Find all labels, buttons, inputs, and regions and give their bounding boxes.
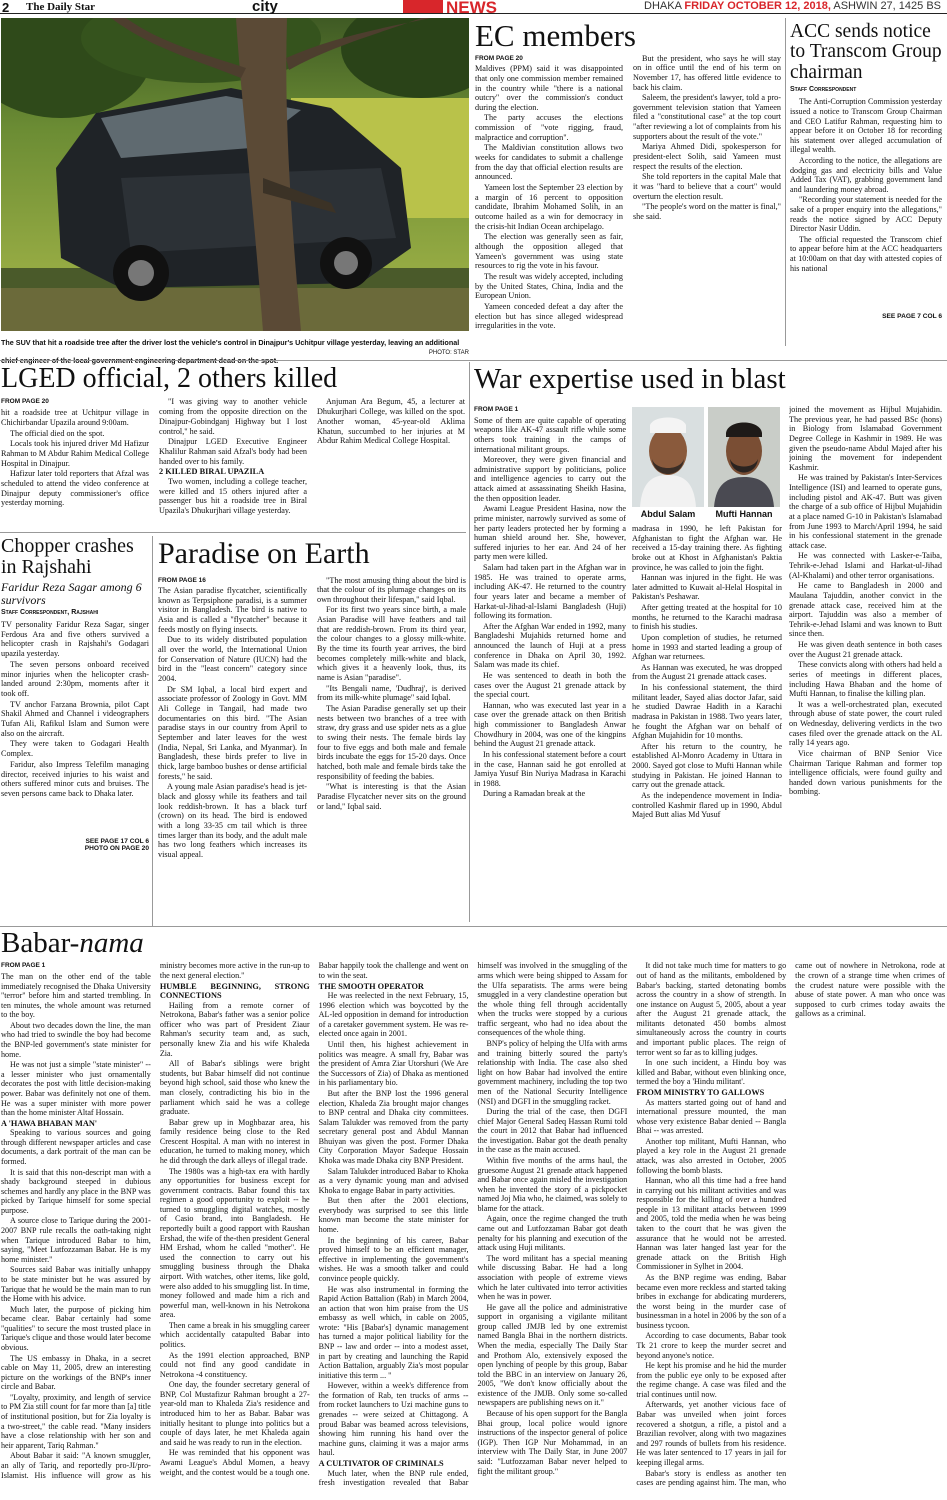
lged-jump-from: FROM PAGE 20 bbox=[1, 398, 49, 406]
chopper-paragraph: They were taken to Godagari Health Complex. bbox=[1, 739, 149, 759]
section-divider bbox=[0, 532, 466, 533]
babar-paragraph: Again, once the regime changed the truth came out and Lutfozzaman Babar got death penalty for his planning and execution of the attack using Huji militants. bbox=[477, 1214, 628, 1253]
portrait-abdul-salam bbox=[632, 407, 704, 507]
war-paragraph: During a Ramadan break at the bbox=[483, 789, 586, 799]
ec-story bbox=[475, 20, 781, 344]
babar-paragraph: But then after the 2001 elections, everybody was surprised to see this little known man become the state minister for home. bbox=[318, 1196, 469, 1235]
babar-paragraph: Speaking to various sources and going through different newspaper articles and case documents, a dark portrait of the man can be formed. bbox=[1, 1128, 151, 1166]
babar-paragraph: He was also instrumental in forming the Rapid Action Battalion (Rab) in March 2004, an action that won him praise from the US embassy as well which, in cable on 2005, wrote: "His [Babar's] dynamic management has turned a major political liability for the BNP -- law and order -- into a modest asset, in part by creating and launching the Rapid Action Battalion, arguably Zia's most popular initiative this term ... " bbox=[318, 1284, 469, 1380]
babar-paragraph: Because of his open support for the Bangla Bhai group, local police would ignore instructions of the inspector general of police (IGP). Then IGP Nur Mohammad, in an interview with The Daily Star, in June 2007 said: "Lutfozzaman Babar never helped to fight the militant group." bbox=[477, 1409, 628, 1476]
ec-paragraph: The election was generally seen as fair, although the opposition alleged that Yameen's government was using state resources to rig the vote in his favour. bbox=[475, 232, 623, 271]
paradise-paragraph: For its first two years since birth, a male Asian Paradise will have feathers and tail that are reddish-brown. From its third year, the colour changes to a glossy milk-white. By the time its fourth year arrives, the bird becomes completely milk-white and black, which gives it a heavenly look, thus, its name is Asian "paradise". bbox=[317, 605, 466, 683]
war-paragraph: After his return to the country, he established Al-Monro Academy in Uttara in 2000. Sayed got close to Mufti Hannan while studying in Pakistan. He joined Hannan to carry out the grenade attack. bbox=[632, 741, 782, 790]
portrait-icon bbox=[632, 407, 704, 507]
babar-subhead: THE SMOOTH OPERATOR bbox=[318, 981, 424, 991]
acc-paragraph: According to the notice, the allegations are dodging gas and electricity bills and Value Added Tax (VAT), grabbing government land and laundering money abroad. bbox=[790, 155, 942, 194]
paradise-jump-from: FROM PAGE 16 bbox=[158, 576, 206, 584]
war-paragraph: After the Afghan War ended in 1992, many Bangladeshi Mujahids returned home and announced the launch of Huji at a press conference in Dhaka on April 30, 1992. Salam was made its chief. bbox=[474, 621, 626, 670]
babar-paragraph: The man on the other end of the table immediately recognised the Dhaka University "terror" before him and started trembling. In ten minutes, the whole amount was returned to the boy. bbox=[1, 972, 151, 1020]
babar-paragraph: According to case documents, Babar took Tk 21 crore to keep the murder secret and beyond anyone's notice. bbox=[636, 1331, 787, 1360]
acc-paragraph: The official requested the Transcom chief to appear before him at the ACC headquarters at 10:00am on that day with attested copies of his national bbox=[790, 234, 942, 273]
babar-paragraph: Much later, the purpose of picking him became clear. Babar certainly had some "qualities" to secure the most trusted place in Tarique's clique and those would later become obvious. bbox=[1, 1304, 151, 1352]
lged-paragraph: Locals took his injured driver Md Hafizur Rahman to M Abdur Rahim Medical College Hospital in Dinajpur. bbox=[1, 439, 149, 468]
war-paragraph: Awami League President Hasina, now the prime minister, narrowly survived as some of her party leaders protected her by forming a human shield around her. She, however, suffered injuries to her ear. And 24 of her party men were killed. bbox=[474, 504, 626, 562]
lged-paragraph: Anjuman Ara Begum, 45, a lecturer at Dhukurjhari College, was killed on the spot. Another woman, 45-year-old Aklima Khatun, succumbed to her injuries at M Abdur Rahim Medical College Hospital. bbox=[317, 397, 465, 446]
acc-body bbox=[790, 97, 942, 313]
war-paragraph: Hannan, who was executed last year in a case over the grenade attack on then British high commissioner to Bangladesh Anwar Chowdhury in 2004, was one of the kingpins behind the August 21 grenade attack. bbox=[474, 700, 626, 749]
chopper-paragraph: TV personality Faridur Reza Sagar, singer Ferdous Ara and five others survived a helicopter crash in Rajshahi's Godagari upazila yesterday. bbox=[1, 620, 149, 659]
ec-paragraph: Yameen lost the September 23 election by a margin of 16 percent to opposition candidate, Ibrahim Mohamed Solih, in an outcome hailed as a win for democracy in the crisis-hit Indian Ocean archipelago. bbox=[475, 183, 623, 231]
babar-paragraph: It is said that this non-descript man with a shady background steeped in dubious schemes and hardly any place in the BNP was picked by Tarique himself for some special purpose. bbox=[1, 1167, 151, 1215]
war-paragraph: He came to Bangladesh in 2000 and Maulana Tajuddin, another convict in the grenade attack case, received him at the airport. Tajuddin was also a member of Tehrik-e-Jehad Islami and was known to Butt since then. bbox=[789, 581, 942, 639]
lged-story bbox=[1, 364, 465, 519]
paradise-paragraph: Dr SM Iqbal, a local bird expert and associate professor of Zoology in Govt. MM Ali College in Tangail, had made two documentaries on this bird. "The Asian paradise stays in our country from April to September and later leaves for the west (India, Nepal, Sri Lanka, and Myanmar). In Bangladesh, these birds prefer to live in thick, large bamboo bushes or dense artificial forests," he said. bbox=[158, 684, 307, 781]
column-divider bbox=[469, 362, 470, 922]
paradise-body bbox=[158, 576, 466, 878]
babar-paragraph: As the BNP regime was ending, Babar became even more reckless and started taking bribes in exchange for abdicating murderers, the worst being in the murder case of businessman in a hotel in 2006 by the son of a business tycoon. bbox=[636, 1272, 787, 1330]
ec-body bbox=[475, 54, 781, 344]
war-paragraph: He was trained by Pakistan's Inter-Services Intelligence (ISI) and learned to operate guns, including pistol and AK-47. Butt was given the charge of a sub office of Hijbul Mujahidin at a place named G-10 in Pakistan's Islamabad from June 1993 to March/April 1994, he said in his confessional statement in the grenade attack case. bbox=[789, 473, 942, 550]
war-paragraph: joined the movement as Hijbul Mujahidin. The previous year, he had passed BSc (hons) in Biology from Islamabad Government Degree College in Kashmir in 1989. He was given the pseudo-name Abdul Majed after his joining the movement for independent Kashmir. bbox=[789, 405, 942, 472]
chopper-kicker: Faridur Reza Sagar among 6 survivors bbox=[1, 580, 142, 607]
paper-logo: The Daily Star bbox=[26, 1, 96, 13]
lged-subhead: 2 KILLED BIRAL UPAZILA bbox=[159, 467, 265, 477]
paradise-headline: Paradise on Earth bbox=[158, 537, 370, 570]
caption-abdul-salam: Abdul Salam bbox=[640, 509, 696, 519]
war-paragraph: madrasa in 1990, he left Pakistan for Afghanistan to fight the Afghan war. He received a 15-day training there. As fighting broke out at Khost in Afghanistan's Paktia province, he was called to join the fight. bbox=[632, 524, 782, 572]
war-headline: War expertise used in blast bbox=[474, 363, 786, 395]
section-accent-block bbox=[403, 0, 443, 13]
chopper-paragraph: The seven persons onboard received minor injuries when the helicopter crash-landed around 2:30pm, moments after it took off. bbox=[1, 659, 149, 698]
acc-headline: ACC sends notice to Transcom Group chairman bbox=[790, 21, 942, 83]
column-divider bbox=[152, 536, 153, 926]
paradise-paragraph: Due to its widely distributed population all over the world, the International Union for Conservation of Nature (IUCN) had the bird in the "least concern" category since 2004. bbox=[158, 635, 307, 684]
babar-paragraph: Until then, his highest achievement in politics was meagre. A small fry, Babar was the president of Amra Ziar Utorshuri (We Are the Successors of Zia) of Dhaka as mentioned in his parliamentary bio. bbox=[318, 1040, 469, 1088]
war-col-1 bbox=[474, 405, 626, 920]
paradise-paragraph: A young male Asian paradise's head is jet-black and glossy while its feathers and tail look reddish-brown. It has a black turf (crown) on its head. The bird is endowed with a long 33-35 cm tail which is three times larger than its body, and the adult male has two long feathers which increases its visual appeal. bbox=[158, 782, 307, 859]
babar-paragraph: As matters started going out of hand and international pressure mounted, the man whose very existence Babar denied -- Bangla Bhai -- was arrested. bbox=[636, 1097, 787, 1136]
war-paragraph: As the independence movement in India-controlled Kashmir flared up in 1990, Abdul Majed Butt alias Md Yusuf bbox=[632, 790, 782, 820]
lged-headline: LGED official, 2 others killed bbox=[1, 363, 338, 394]
war-jump-from: FROM PAGE 1 bbox=[474, 406, 519, 413]
chopper-photo-ref: PHOTO ON PAGE 20 bbox=[84, 845, 149, 852]
acc-byline: Staff Correspondent bbox=[790, 86, 857, 94]
ec-paragraph: "The people's word on the matter is final," she said. bbox=[633, 202, 781, 222]
ec-paragraph: Yameen conceded defeat a day after the election but has since alleged widespread irregularities in the vote. bbox=[475, 301, 623, 331]
babar-paragraph: Sources said Babar was initially unhappy to be state minister but he was assured by Tarique that he would be the main man to run the Home with his advice. bbox=[1, 1265, 151, 1304]
babar-paragraph: In one such incident, a Hindu boy was killed and Babar, without even blinking once, termed the boy a 'Hindu militant'. bbox=[636, 1058, 787, 1087]
babar-paragraph: Then came a break in his smuggling career which accidentally catapulted Babar into politics. bbox=[159, 1320, 310, 1349]
acc-paragraph: "Recording your statement is needed for the sake of a proper enquiry into the allegations," reads the notice signed by ACC Deputy Director Nasir Uddin. bbox=[790, 195, 942, 234]
babar-paragraph: One day, the founder secretary general of BNP, Col Mustafizur Rahman brought a 27-year-old man to Khaleda Zia's residence and introduced him to her as Babar. Babar was initially hesitant to plunge into politics but a couple of days later, he met Khaleda again and said he was ready to run in the election. bbox=[159, 1380, 310, 1447]
babar-subhead: FROM MINISTRY TO GALLOWS bbox=[636, 1087, 765, 1097]
ec-paragraph: Saleem, the president's lawyer, told a pro-government television station that Yameen filed a "constitutional case" at the top court "after reviewing a lot of complaints from his supporters about the result of the vote." bbox=[633, 93, 781, 141]
babar-paragraph: Within five months of the arms haul, the gruesome August 21 grenade attack happened and Babar once again misled the investigation when he invented the story of a pickpocket named Joj Mia who, he claimed, was solely to blame for the attack. bbox=[477, 1156, 628, 1213]
paradise-paragraph: "The most amusing thing about the bird is that the colour of its plumage changes on its own throughout their lifespan," said Iqbal. bbox=[317, 575, 466, 604]
babar-paragraph: As the 1991 election approached, BNP could not find any good candidate in Netrokona -4 constituency. bbox=[159, 1350, 310, 1379]
lged-paragraph: "I was giving way to another vehicle coming from the opposite direction on the Dinajpur-Gobindganj Highway but I lost control," he said. bbox=[159, 397, 307, 436]
caption-mufti-hannan: Mufti Hannan bbox=[715, 509, 773, 519]
chopper-body bbox=[1, 620, 149, 838]
masthead bbox=[0, 0, 947, 17]
babar-paragraph: Afterwards, yet another vicious face of Babar was unveiled when joint forces recovered a shotgun, a rifle, a pistol and a Brazilian revolver, along with two magazines and 297 rounds of bullets from his residence. He was later sentenced to 17 years in jail for keeping illegal arms. bbox=[636, 1400, 787, 1467]
babar-paragraph: Hannan, who all this time had a free hand in carrying out his militant activities and was responsible for the killing of over a hundred people in 13 militant attacks between 1999 and 2005, told the media when he was being taken to the court that he was given the assurance that he would not be arrested. Hannan was later hanged last year for the grenade attack on the British High Commissioner in Sylhet in 2004. bbox=[636, 1176, 787, 1272]
babar-paragraph: Hailing from a remote corner of Netrokona, Babar's father was a senior police officer who was part of President Ziaur Rahman's security team and, as such, personally knew Zia and his wife Khaleda Zia. bbox=[159, 1000, 310, 1058]
page-number: 2 bbox=[2, 0, 10, 15]
war-paragraph: As Hannan was executed, he was dropped from the August 21 grenade attack cases. bbox=[632, 662, 782, 682]
babar-headline: Babar-nama bbox=[1, 927, 144, 959]
lged-paragraph: Hafizur later told reporters that Afzal was scheduled to attend the video conference at Dinajpur deputy commissioner's office yesterday morning. bbox=[1, 469, 149, 508]
war-paragraph: He was sentenced to death in both the cases over the August 21 grenade attack by the special court. bbox=[474, 670, 626, 700]
chopper-jump: SEE PAGE 17 COL 6 bbox=[85, 838, 149, 845]
photo-credit: PHOTO: STAR bbox=[428, 350, 469, 356]
babar-paragraph: Another top militant, Mufti Hannan, who played a key role in the August 21 grenade attack, was also arrested in October, 2005 following the bomb blasts. bbox=[636, 1136, 787, 1175]
section-name: city bbox=[252, 0, 278, 15]
chopper-paragraph: Faridur, also Impress Telefilm managing director, received injuries to his waist and others suffered minor cuts and bruises. The seven persons came back to Dhaka later. bbox=[1, 759, 149, 798]
babar-paragraph: About Babar it said: "A known smuggler, an ally of Tariq, and reportedly pro-JI/pro-Islamist. His influence will grow as his ministry becomes more active in the run-up to the next general election." bbox=[1, 961, 310, 1480]
war-paragraph: Salam had taken part in the Afghan war in 1985. He was trained to operate arms, including AK-47. He returned to the country four years later and became a member of Harkat-ul-Jihad-al-Islami Bangladesh (Huji) following its formation. bbox=[474, 563, 626, 621]
war-paragraph: In his confessional statement, the third militant leader, Sayed alias doctor Jafar, said he studied Dawrae Hadith in a Karachi madrasa in Pakistan in 1988. Two years later, he fought the Afghan war on behalf of Afghan Mujahidin for 10 months. bbox=[632, 683, 782, 741]
babar-paragraph: However, within a week's difference from the formation of Rab, ten trucks of arms -- from rocket launchers to Uzi machine guns to grenades -- were seized at Chittagong. A proud Babar was beamed across televisions, showing him running his hand over the machine guns, claiming it was a major arms haul. bbox=[318, 1381, 469, 1458]
paradise-paragraph: "What is interesting is that the Asian Paradise Flycatcher never sits on the ground or land," Iqbal said. bbox=[317, 782, 466, 811]
column-divider bbox=[785, 18, 786, 346]
section-label: NEWS bbox=[446, 0, 497, 17]
babar-paragraph: He kept his promise and he hid the murder from the public eye only to be exposed after the regime change. A case was filed and the trial continues until now. bbox=[636, 1361, 787, 1399]
ec-paragraph: She told reporters in the capital Male that it was "hard to believe that a court" would overturn the election result. bbox=[633, 172, 781, 201]
chopper-story bbox=[1, 536, 149, 852]
babar-paragraph: Much later, when the BNP rule ended, fresh investigation revealed that Babar himself was involved in the smuggling of the arms which were being shipped to Assam for the Ulfa separatists. The arms were being smuggled in a very clandestine operation but the whole thing fell through accidentally when the trucks were stopped by a curious traffic sergeant, who had no idea about the consequences of the whole thing. bbox=[318, 961, 628, 1488]
ec-jump-from: FROM PAGE 20 bbox=[475, 54, 523, 62]
paradise-paragraph: The Asian paradise flycatcher, scientifically known as Terpsiphone paradisi, is a summer visitor in Bangladesh. The bird is native to Asia and is called a "flycatcher" because it feeds mostly on flying insects. bbox=[158, 586, 307, 634]
ec-paragraph: Mariya Ahmed Didi, spokesperson for president-elect Solih, said Yameen must respect the results of the election. bbox=[633, 142, 781, 171]
babar-paragraph: It did not take much time for matters to go out of hand as the militants, emboldened by Babar's backing, started detonating bombs across the country in a show of strength. In one instance on August 5, 2005, about a year after the August 21 grenade attack, the militants detonated 450 bombs almost simultaneously across the country in courts and important public places. The reign of terror went so far as to killing judges. bbox=[636, 961, 787, 1057]
lged-paragraph: Two women, including a college teacher, were killed and 15 others injured after a passenger bus hit a roadside tree in Biral Upazila's Dhukurjhari village yesterday. bbox=[159, 477, 307, 516]
babar-paragraph: He was reelected in the next February, 15, 1996 election which was boycotted by the AL-led opposition in demand for introduction of a caretaker government system. He was re-elected once again in 2001. bbox=[318, 991, 469, 1039]
babar-paragraph: But after the BNP lost the 1996 general election, Khaleda Zia brought major changes to BNP central and Dhaka city committees. Salam Talukder was removed from the party secretary general post and Abdul Mannan Bhuiyan was given the post. Former Dhaka City Corporation Mayor Sadeque Hossain Khoka was made Dhaka city BNP President. bbox=[318, 1088, 469, 1165]
war-paragraph: These convicts along with others had held a series of meetings in different places, including Hawa Bhaban and the home of Mufti Hannan, to finalise the killing plan. bbox=[789, 660, 942, 699]
war-col-3 bbox=[789, 405, 942, 922]
war-paragraph: After getting treated at the hospital for 10 months, he returned to the Karachi madrasa to finish his studies. bbox=[632, 603, 782, 632]
chopper-paragraph: TV anchor Farzana Brownia, pilot Capt Shakil Ahmed and Channel i videographers Tufan Ali, Rafikul Islam and Sumon were also on the aircraft. bbox=[1, 699, 149, 738]
war-paragraph: In his confessional statement before a court in the case, Hannan said he got enrolled at Jamiya Yusuf Bin Nuriya Madrasa in Karachi in 1988. bbox=[474, 749, 626, 788]
portrait-mufti-hannan bbox=[708, 407, 780, 507]
babar-paragraph: He was not just a simple "state minister" -- a lesser minister who just ornamentally decorates the post with little decision-making power. Babar was definitely not one of them. He was a super minister with more power than the home minister Altaf Hossain. bbox=[1, 1060, 151, 1118]
war-paragraph: He was given death sentence in both cases over the August 21 grenade attack. bbox=[789, 640, 942, 659]
ec-headline: EC members bbox=[475, 18, 636, 53]
lged-paragraph: The official died on the spot. bbox=[10, 428, 105, 438]
babar-paragraph: He was reminded that his opponent was Awami League's Abdul Momen, a heavy weight, and the contest would be a tough one. Babar happily took the challenge and went on to win the seat. bbox=[159, 961, 469, 1477]
ec-paragraph: The Maldivian constitution allows two weeks for candidates to submit a challenge from the day that official election results are announced. bbox=[475, 143, 623, 182]
babar-body bbox=[1, 961, 945, 1491]
chopper-headline: Chopper crashes in Rajshahi bbox=[1, 535, 134, 578]
war-story bbox=[474, 364, 944, 394]
babar-paragraph: All of Babar's siblings were bright students, but Babar himself did not continue beyond high school, said those who knew the man closely, contradicting his bio in the parliament which said he was a college graduate. bbox=[159, 1059, 310, 1117]
babar-paragraph: In the beginning of his career, Babar proved himself to be an efficient manager, effective in implementing the government's wishes. He was a smooth talker and could convince people quickly. bbox=[318, 1235, 469, 1283]
paradise-paragraph: The Asian Paradise generally set up their nests between two branches of a tree with straw, dry grass and use spider nets as a glue to swing their nests. The female birds lay four to five eggs and both male and female birds incubate the eggs for 15-20 days. Once hatched, both male and female birds take the responsibility of feeding the babies. bbox=[317, 704, 466, 781]
ec-paragraph: The party accuses the elections commission of "vote rigging, fraud, malpractice and corruption". bbox=[475, 113, 623, 142]
lged-paragraph: Dinajpur LGED Executive Engineer Khalilur Rahman said Afzal's body had been handed over to his family. bbox=[159, 437, 307, 466]
babar-subhead: HUMBLE BEGINNING, STRONG CONNECTIONS bbox=[159, 981, 310, 1001]
war-paragraph: Some of them are quite capable of operating weapons like AK-47 assault rifle while some others took training in the camps of international militant groups. bbox=[474, 415, 626, 454]
lead-photo bbox=[1, 18, 469, 331]
babar-paragraph: "Loyalty, proximity, and length of service to PM Zia still count for far more than [a] title of institutional position, but for Zia loyalty is a two-street," the cable read. "Many insiders have a close relationship with her son and heir apparent, Tariq Rahman." bbox=[1, 1392, 151, 1450]
babar-paragraph: Salam Talukder introduced Babar to Khoka as a very dynamic young man and advised Khoka to engage Babar in party activities. bbox=[318, 1166, 469, 1195]
babar-story bbox=[1, 928, 945, 1491]
section-divider bbox=[0, 360, 947, 361]
portrait-icon bbox=[708, 407, 780, 507]
babar-subhead: A 'HAWA BHABAN MAN' bbox=[1, 1118, 98, 1128]
babar-paragraph: BNP's policy of helping the Ulfa with arms and training bitterly soured the party's relationship with India. The case also shed light on how Babar had involved the entire government machinery, including the top two men of the National Security Intelligence (NSI) and DGFI in the smuggling racket. bbox=[477, 1039, 628, 1106]
babar-jump-from: FROM PAGE 1 bbox=[1, 962, 46, 970]
paradise-story bbox=[158, 538, 466, 878]
babar-paragraph: Babar grew up in Moghbazar area, his family residence being close to the Red Crescent Hospital. A man with no interest in education, he turned to making money, which he did through the dark alleys of illegal trade. bbox=[159, 1117, 310, 1165]
lged-body bbox=[1, 397, 465, 519]
babar-paragraph: He gave all the police and administrative support in organising a vigilante militant group called JMJB led by one extremist named Bangla Bhai in the northern districts. When the media, especially The Daily Star and Prothom Alo, extensively exposed the open lynching of people by this group, Babar told the BBC in an interview on January 26, 2005, "We don't know officially about the existence of the JMJB. Only some so-called newspapers are publishing news on it." bbox=[477, 1302, 628, 1408]
paradise-paragraph: "Its Bengali name, 'Dudhraj', is derived from its milk-white plumage" said Iqbal. bbox=[317, 683, 466, 703]
issue-date: DHAKA FRIDAY OCTOBER 12, 2018, ASHWIN 27, 1425 BS bbox=[644, 0, 941, 12]
babar-paragraph: About two decades down the line, the man who had tried to swindle the boy had become the BNP-led government's state minister for home. bbox=[1, 1020, 151, 1059]
war-paragraph: It was a well-orchestrated plan, executed through abuse of state power, the court ruled on Wednesday, delivering verdicts in the two cases filed over the grenade attack on the AL rally 14 years ago. bbox=[789, 699, 942, 748]
babar-paragraph: Babar's story is endless as another ten cases are pending against him. The man, who came out of nowhere in Netrokona, rode at the crown of a strange time when crimes of the crudest nature were possible with the abuse of state power. A man who once was supposed to curb crimes today awaits the gallows as a criminal. bbox=[636, 961, 945, 1488]
photo-caption: The SUV that hit a roadside tree after the driver lost the vehicle's control in Dinajpur's Uchitpur village yesterday, leaving an additional bbox=[1, 338, 460, 347]
babar-paragraph: A source close to Tarique during the 2001-2007 BNP rule recalls the oath-taking night when Tarique introduced Babar to him, saying, "Meet Lutfozzaman Babar. He is my home minister." bbox=[1, 1216, 151, 1264]
babar-paragraph: The word militant has a special meaning while discussing Babar. He had a long association with people of extreme views which he later cultivated into terror activities when he was in power. bbox=[477, 1253, 628, 1302]
babar-subhead: A CULTIVATOR OF CRIMINALS bbox=[318, 1458, 444, 1468]
war-col-2 bbox=[632, 524, 782, 922]
acc-paragraph: The Anti-Corruption Commission yesterday issued a notice to Transcom Group Chairman and CEO Latifur Rahman, requesting him to appear before it on October 18 for recording his statement over alleged accumulation of illegal wealth. bbox=[790, 97, 942, 155]
war-paragraph: Upon completion of studies, he returned home in 1993 and started leading a group of Afghan war returnees. bbox=[632, 632, 782, 662]
lged-paragraph: hit a roadside tree at Uchitpur village in Chichirbandar Upazila around 9:00am. bbox=[1, 408, 149, 427]
war-paragraph: Hannan was injured in the fight. He was later admitted to Kuwait al-Helal Hospital in Pakistan's Peshawar. bbox=[632, 573, 782, 602]
ec-paragraph: The result was widely accepted, including by the United States, China, India and the European Union. bbox=[475, 271, 623, 301]
ec-paragraph: Maldives (PPM) said it was disappointed that only one commission member remained in the country while "there is a national outcry" over the commission's conduct during the election. bbox=[475, 64, 623, 112]
war-paragraph: Moreover, they were given financial and administrative support by politicians, police and intelligence agencies to carry out the attack aimed at assassinating Sheikh Hasina, the then opposition leader. bbox=[474, 455, 626, 503]
ec-paragraph: But the president, who says he will stay on in office until the end of his term on November 17, has offered little evidence to back his claim. bbox=[633, 53, 781, 92]
babar-paragraph: The 1980s was a high-tax era with hardly any opportunities for business except for government contracts. Babar found this tax regimen a good opportunity to exploit -- he turned to smuggling digital watches, mostly of Casio brand, into Bangladesh. He reportedly built a good rapport with Raushan Ershad, the wife of the-then president General HM Ershad, whom he called "mother". He used the connection to carry out his smuggling business through the Dhaka airport. With watches, other items, like gold, were also added to his smuggling list. In time, money followed and made him a rich and powerful man, well-known in his Netrokona area. bbox=[159, 1166, 310, 1320]
acc-jump: SEE PAGE 7 COL 6 bbox=[882, 313, 942, 321]
babar-paragraph: During the trial of the case, then DGFI chief Major General Sadeq Hassan Rumi told the court in 2012 that Babar had influenced the investigation. Babar got the death penalty in the case as the main accused. bbox=[477, 1107, 628, 1155]
babar-paragraph: The US embassy in Dhaka, in a secret cable on May 11, 2005, drew an interesting picture on the workings of the BNP's inner circle and Babar. bbox=[1, 1353, 151, 1392]
war-paragraph: He was connected with Lasker-e-Taiba, Tehrik-e-Jehad Islami and Harkat-ul-Jihad (Al-Khalami) and other terror organisations. bbox=[789, 551, 942, 580]
chopper-byline: Staff Correspondent, Rajshahi bbox=[1, 609, 99, 616]
war-paragraph: Vice chairman of BNP Senior Vice Chairman Tarique Rahman and former top intelligence officials, were found guilty and handed down various punishments for the bombing. bbox=[789, 748, 942, 797]
crashed-suv-photo-icon bbox=[1, 18, 469, 331]
acc-story bbox=[790, 22, 942, 320]
